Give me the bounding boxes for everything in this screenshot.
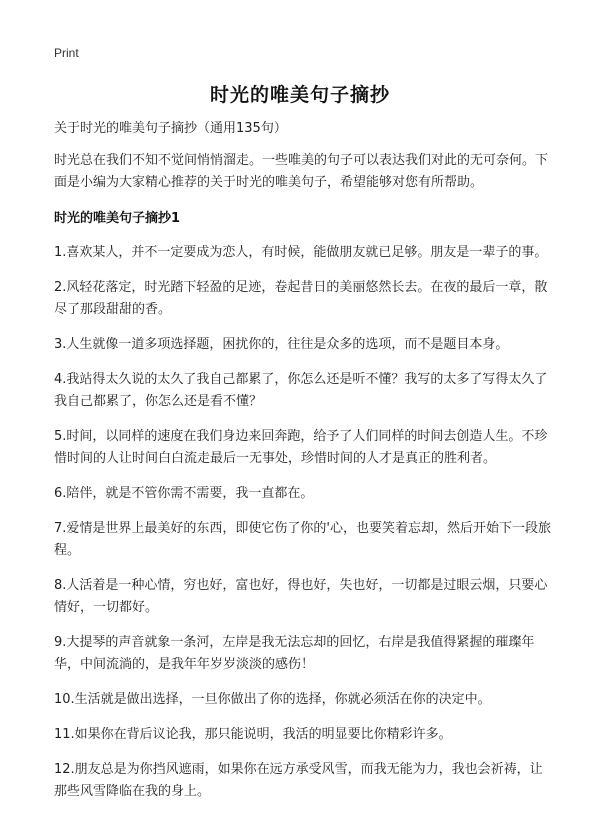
quote-entry-3: 3.人生就像一道多项选择题，困扰你的，往往是众多的选项，而不是题目本身。 [54,337,509,352]
quote-entry-8: 8.人活着是一种心情，穷也好，富也好，得也好，失也好，一切都是过眼云烟，只要心情好，一切都好。 [54,578,548,615]
quote-entry-12: 12.朋友总是为你挡风遮雨，如果你在远方承受风雪，而我无能为力，我也会祈祷，让那些风雪降临在我的身上。 [54,762,543,799]
page-title: 时光的唯美句子摘抄 [209,84,390,106]
quote-entry-11: 11.如果你在背后议论我，那只能说明，我活的明显要比你精彩许多。 [54,727,452,742]
section-heading: 时光的唯美句子摘抄1 [54,211,181,226]
quote-entry-10: 10.生活就是做出选择，一旦你做出了你的选择，你就必须活在你的决定中。 [54,692,491,707]
print-link[interactable]: Print [54,46,79,60]
intro-paragraph: 时光总在我们不知不觉间悄悄溜走。一些唯美的句子可以表达我们对此的无可奈何。下面是小编为大家精心推荐的关于时光的唯美句子，希望能够对您有所帮助。 [54,153,549,190]
quote-entry-2: 2.风轻花落定，时光踏下轻盈的足迹，卷起昔日的美丽悠然长去。在夜的最后一章，散尽了那段甜甜的香。 [54,280,548,317]
quote-entry-5: 5.时间，以同样的速度在我们身边来回奔跑，给予了人们同样的时间去创造人生。不珍惜时间的人让时间白白流走最后一无事处，珍惜时间的人才是真正的胜利者。 [54,429,548,466]
quote-entry-1: 1.喜欢某人，并不一定要成为恋人，有时候，能做朋友就已足够。朋友是一辈子的事。 [54,245,548,260]
article-subtitle: 关于时光的唯美句子摘抄（通用135句） [54,121,287,136]
quote-entry-9: 9.大提琴的声音就象一条河，左岸是我无法忘却的回忆，右岸是我值得紧握的璀璨年华，中间流淌的，是我年年岁岁淡淡的感伤！ [54,635,535,672]
quote-entry-7: 7.爱情是世界上最美好的东西，即使它伤了你的'心，也要笑着忘却，然后开始下一段旅程。 [54,521,551,558]
quote-entry-4: 4.我站得太久说的太久了我自己都累了，你怎么还是听不懂？我写的太多了写得太久了我自己都累了，你怎么还是看不懂？ [54,372,548,409]
quote-entry-6: 6.陪伴，就是不管你需不需要，我一直都在。 [54,486,314,501]
article-body [54,118,554,816]
